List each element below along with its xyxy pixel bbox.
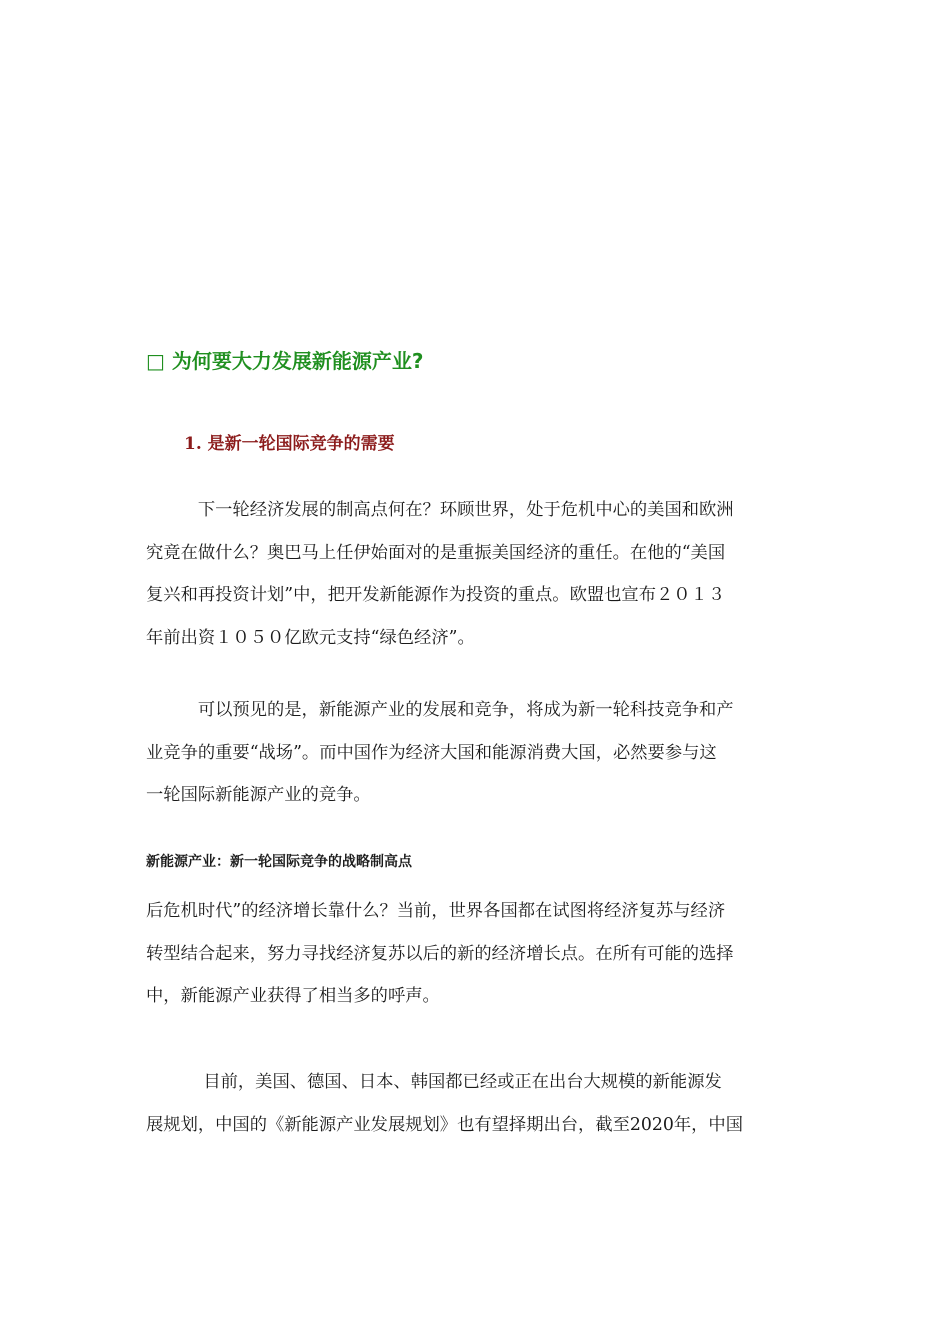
paragraph-line: 目前，美国、德国、日本、韩国都已经或正在出台大规模的新能源发 — [146, 1072, 722, 1092]
paragraph-line: 中，新能源产业获得了相当多的呼声。 — [146, 986, 440, 1006]
paragraph-line: 展规划，中国的《新能源产业发展规划》也有望择期出台，截至2020年，中国 — [146, 1114, 743, 1135]
subsection-heading — [184, 430, 784, 458]
paragraph-4 — [146, 1061, 806, 1146]
paragraph-line: 一轮国际新能源产业的竞争。 — [146, 785, 371, 805]
paragraph-3 — [146, 890, 806, 1018]
paragraph-1 — [146, 489, 806, 659]
paragraph-2 — [146, 689, 806, 817]
paragraph-line: 年前出资１０５０亿欧元支持“绿色经济”。 — [146, 627, 475, 648]
section-heading-text: □ 为何要大力发展新能源产业? — [146, 349, 424, 373]
paragraph-line: 复兴和再投资计划”中，把开发新能源作为投资的重点。欧盟也宣布２０１３ — [146, 585, 726, 605]
paragraph-line: 下一轮经济发展的制高点何在？环顾世界，处于危机中心的美国和欧洲 — [146, 500, 734, 520]
section-heading — [146, 346, 826, 376]
bold-subtitle — [146, 850, 806, 874]
paragraph-line: 业竞争的重要“战场”。而中国作为经济大国和能源消费大国，必然要参与这 — [146, 742, 717, 763]
paragraph-line: 究竟在做什么？奥巴马上任伊始面对的是重振美国经济的重任。在他的“美国 — [146, 542, 726, 563]
subsection-heading-text: 1. 是新一轮国际竞争的需要 — [184, 434, 395, 454]
paragraph-line: 可以预见的是，新能源产业的发展和竞争，将成为新一轮科技竞争和产 — [146, 700, 734, 720]
paragraph-line: 转型结合起来，努力寻找经济复苏以后的新的经济增长点。在所有可能的选择 — [146, 943, 734, 964]
paragraph-line: 后危机时代”的经济增长靠什么？当前，世界各国都在试图将经济复苏与经济 — [146, 901, 726, 921]
bold-subtitle-text: 新能源产业：新一轮国际竞争的战略制高点 — [146, 854, 412, 870]
